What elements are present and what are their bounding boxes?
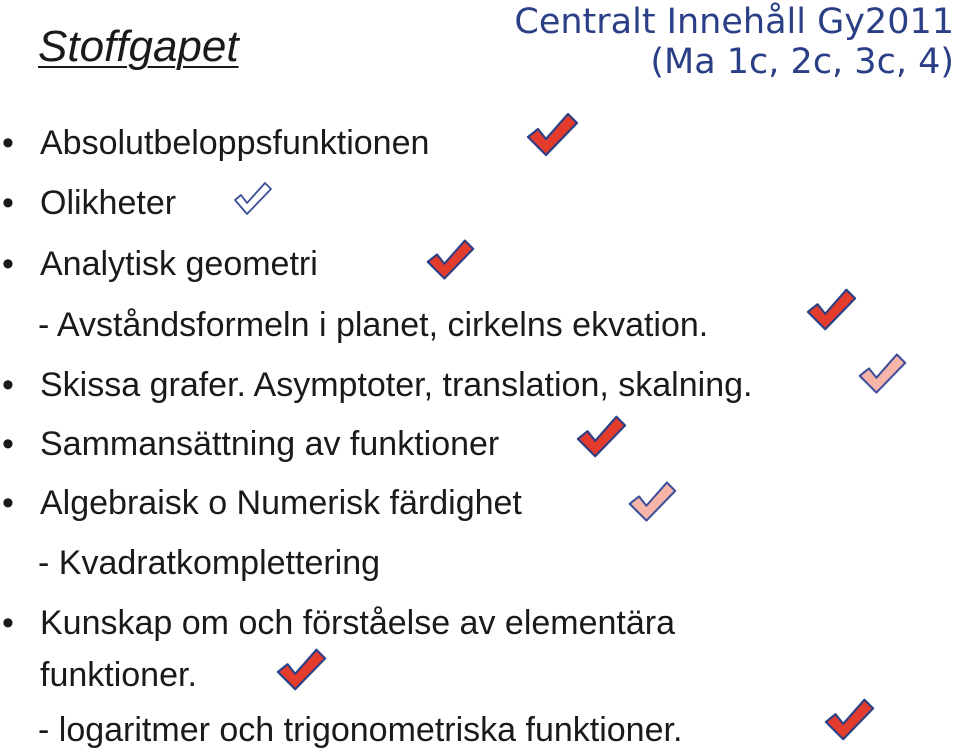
list-item: • Sammansättning av funktioner [40, 424, 499, 464]
subtitle-line-2: (Ma 1c, 2c, 3c, 4) [650, 42, 954, 82]
checkmark-icon [856, 350, 908, 398]
list-item: • Absolutbeloppsfunktionen [40, 123, 429, 163]
page-title: Stoffgapet [38, 22, 239, 71]
checkmark-outline-icon [232, 180, 274, 218]
list-sub-item: - logaritmer och trigonometriska funktioner. [38, 711, 683, 749]
checkmark-icon [524, 110, 580, 160]
list-item: • Olikheter [40, 183, 176, 223]
list-sub-item: - Kvadratkomplettering [38, 544, 381, 582]
list-sub-item: - Avståndsformeln i planet, cirkelns ekvation. [38, 306, 709, 344]
list-item: • Algebraisk o Numerisk färdighet [40, 483, 522, 523]
checkmark-icon [626, 478, 678, 526]
subtitle-line-1: Centralt Innehåll Gy2011 [514, 2, 954, 42]
list-item: • Kunskap om och förståelse av elementära [40, 603, 675, 643]
checkmark-icon [424, 236, 476, 284]
curriculum-subtitle [514, 2, 954, 82]
checkmark-icon [822, 695, 876, 745]
checkmark-icon [804, 285, 858, 335]
list-item: • Skissa grafer. Asymptoter, translation, skalning. [40, 365, 752, 405]
checkmark-icon [274, 645, 328, 695]
list-item: • Analytisk geometri [40, 244, 318, 284]
checkmark-icon [574, 412, 628, 462]
list-item-continuation: funktioner. [40, 656, 197, 694]
